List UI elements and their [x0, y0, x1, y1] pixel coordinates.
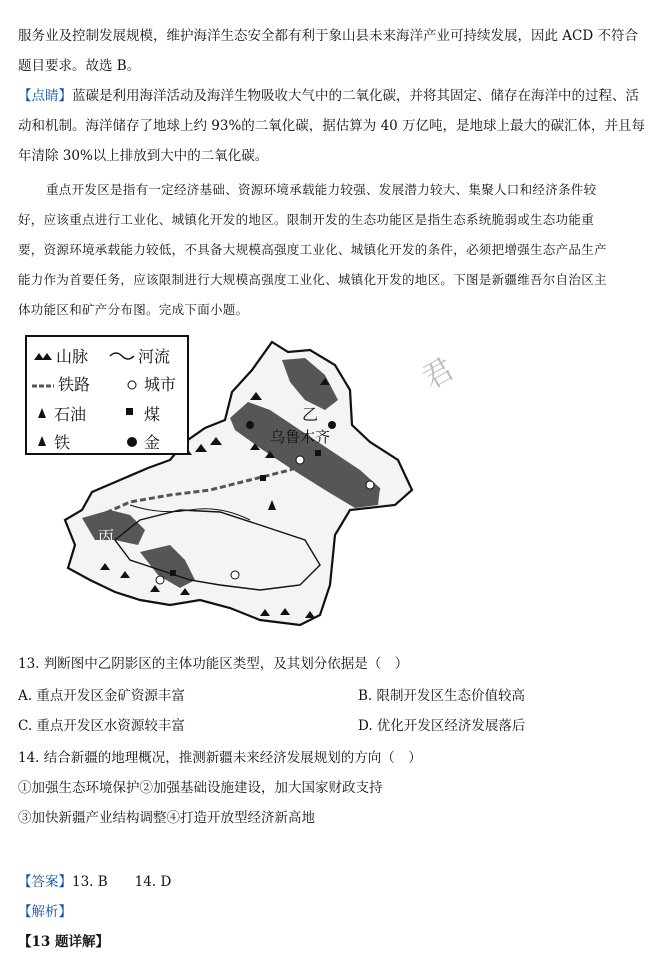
q13-row-1	[18, 686, 650, 706]
detail-tag: 【13 题详解】	[18, 934, 109, 950]
q13-option-d[interactable]: D. 优化开发区经济发展落后	[358, 718, 526, 734]
answer-line	[18, 872, 650, 892]
label-yi: 乙	[302, 405, 319, 424]
label-bing: 丙	[98, 527, 115, 546]
legend-gold-label: 金	[144, 433, 161, 452]
intro-line: 重点开发区是指有一定经济基础、资源环境承载能力较强、发展潜力较大、集聚人口和经济条件较	[46, 182, 597, 197]
q13-option-b[interactable]: B. 限制开发区生态价值较高	[358, 688, 526, 704]
comment-line-3: 年清除 30%以上排放到大中的二氧化碳。	[18, 148, 269, 164]
intro-line: 能力作为首要任务，应该限制进行大规模高强度工业化、城镇化开发的地区。下图是新疆维吾尔自治区主	[18, 272, 607, 287]
legend-coal-label: 煤	[144, 405, 161, 424]
legend-oil-label: 石油	[54, 405, 87, 424]
answer-tag: 【答案】	[18, 874, 72, 890]
q14-item-line-2: ③加快新疆产业结构调整④打造开放型经济新高地	[18, 810, 315, 826]
legend-city-label: 城市	[144, 375, 177, 394]
comment-line-2: 动和机制。海洋储存了地球上约 93%的二氧化碳，据估算为 40 万亿吨，是地球上最大的碳汇体，并且每	[18, 118, 646, 134]
legend-coal-icon	[126, 408, 133, 415]
legend-mountain-label: 山脉	[56, 347, 89, 366]
legend-railway-label: 铁路	[58, 375, 91, 394]
text-line: 题目要求。故选 B。	[18, 58, 141, 74]
legend-gold-icon	[127, 437, 137, 447]
q13-option-c[interactable]: C. 重点开发区水资源较丰富	[18, 718, 185, 734]
q13-option-a[interactable]: A. 重点开发区金矿资源丰富	[18, 688, 185, 704]
q14-stem: 14. 结合新疆的地理概况，推测新疆未来经济发展规划的方向（ ）	[18, 750, 422, 766]
answer-text: 13. B 14. D	[72, 874, 172, 890]
intro-line: 好，应该重点进行工业化、城镇化开发的地区。限制开发的生态功能区是指生态系统脆弱或生态功能重	[18, 212, 595, 227]
watermark: 君	[416, 351, 460, 397]
analysis-tag: 【解析】	[18, 904, 72, 920]
intro-line: 要，资源环境承载能力较低，不具备大规模高强度工业化、城镇化开发的条件，必须把增强生态产品生产	[18, 242, 607, 257]
text-line: 服务业及控制发展规模，维护海洋生态安全都有利于象山县未来海洋产业可持续发展，因此 ACD 不符合	[18, 28, 638, 44]
q14-item-line-1: ①加强生态环境保护②加强基础设施建设，加大国家财政支持	[18, 780, 383, 796]
intro-line: 体功能区和矿产分布图。完成下面小题。	[18, 302, 249, 317]
legend-river-label: 河流	[138, 347, 171, 366]
comment-line-1	[18, 86, 650, 106]
label-urumqi: 乌鲁木齐	[270, 428, 331, 446]
legend-city-icon	[128, 381, 136, 389]
xinjiang-map	[20, 330, 460, 635]
q13-row-2	[18, 716, 650, 736]
legend-iron-label: 铁	[54, 433, 71, 452]
comment-text: 蓝碳是利用海洋活动及海洋生物吸收大气中的二氧化碳，并将其固定、储存在海洋中的过程、活	[72, 88, 639, 104]
comment-tag: 【点睛】	[18, 88, 72, 104]
q13-stem: 13. 判断图中乙阴影区的主体功能区类型，及其划分依据是（ ）	[18, 656, 409, 672]
